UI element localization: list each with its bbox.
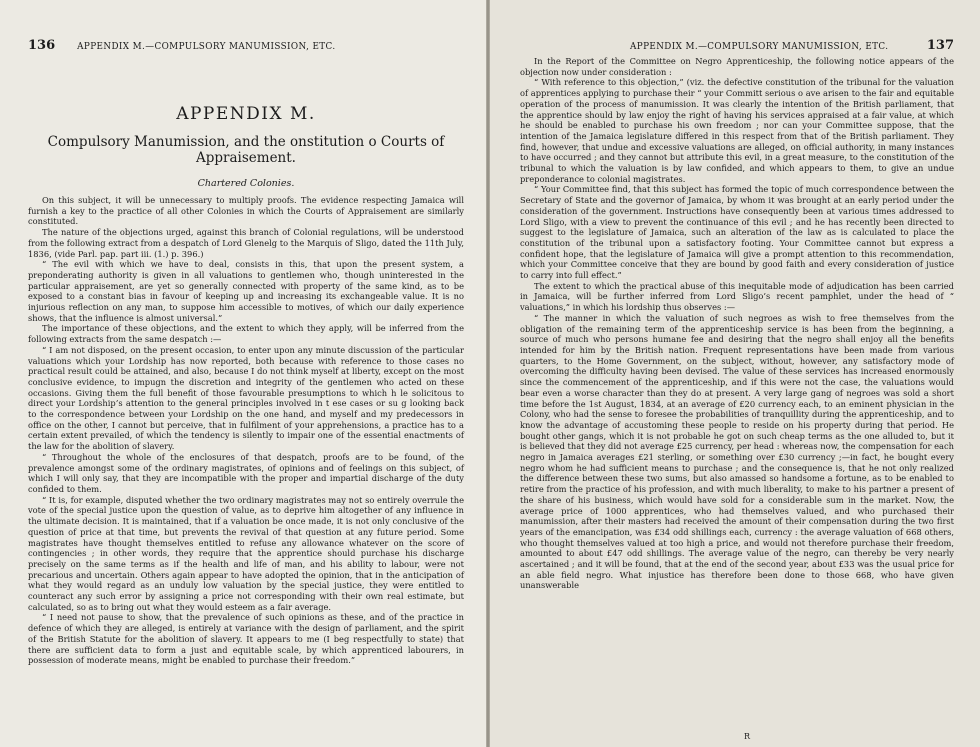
right-page-number: 137: [926, 38, 954, 53]
left-paragraph: “ The evil with which we have to deal, consists in this, that upon the present system, a preponderating authority is given in all valuations to gentlemen who, though uninterested in the particular appraisement, are yet so generally connected with property of the same kind, as to be exposed to a constant bias in favour of keeping up and increasing its exchangeable value. It is no injurious reflection on any man, to suppose him accessible to motives, of which our daily experience shows, that the influence is almost universal.”: [28, 259, 464, 323]
left-page: [0, 0, 486, 747]
right-running-title: APPENDIX M.—COMPULSORY MANUMISSION, ETC.: [630, 42, 889, 52]
right-paragraph: In the Report of the Committee on Negro Apprenticeship, the following notice appears of the objection now under consideration :: [520, 56, 954, 77]
right-page: [490, 0, 980, 747]
right-running-head: [520, 38, 954, 56]
appendix-subtitle: Compulsory Manumission, and the onstitution o Courts of Appraisement.: [47, 134, 445, 166]
appendix-heading: APPENDIX M.: [176, 104, 316, 124]
left-running-head: [28, 38, 464, 56]
right-paragraph: The extent to which the practical abuse of this inequitable mode of adjudication has been carried in Jamaica, will be further inferred from Lord Sligo’s recent pamphlet, under the head of “ valuations,” in which his lordship thus observes :—: [520, 280, 954, 313]
left-paragraph: “ I need not pause to show, that the prevalence of such opinions as these, and of the practice in defence of which they are alleged, is entirely at variance with the design of parliament, and the spirit of the British Statute for the abolition of slavery. It appears to me (I beg respectfully to state) that there are sufficient data to form a just and equitable scale, by which apprenticed labourers, in possession of moderate means, might be enabled to purchase their freedom.”: [28, 612, 464, 666]
right-paragraph: “ The manner in which the valuation of such negroes as wish to free themselves from the obligation of the remaining term of the apprenticeship service is has been from the beginning, a source of much who persons humane fee and desiring that the negro shall enjoy all the benefits intended for him by the British nation. Frequent representations have been made from various quarters, to the Home Government, on the subject, without, however, any satisfactory mode of overcoming the difficulty having been devised. The value of these services has increased enormously since the commencement of the apprenticeship, and if this were not the case, the valuations would bear even a worse character than they do at present. A very large gang of negroes was sold a short time before the 1st August, 1834, at an average of £20 currency each, to an eminent physician in the Colony, who had the sense to foresee the probabilities of tranquillity during the apprenticeship, and to know the advantage of accustoming these people to reside on his property during that period. He bought other gangs, which it is not probable he got on such cheap terms as the one alluded to, but it is believed that they did not average £25 currency, per head : whereas now, the compensation for each negro in Jamaica averages £21 sterling, or something over £30 currency ;—in fact, he bought every negro whom he had sufficient means to purchase ; and the consequence is, that he not only realized the difference between these two sums, but also amassed so handsome a fortune, as to be enabled to retire from the practice of his profession, and with much liberality, to make to his partner a present of the share of his business, which would have sold for a considerable sum in the market. Now, the average price of 1000 apprentices, who had themselves valued, and who purchased their manumission, after their masters had received the amount of their compensation during the two first years of the emancipation, was £34 odd shillings each, currency : the average valuation of 668 others, who thought themselves valued at too high a price, and would not therefore purchase their freedom, amounted to about £47 odd shillings. The average value of the negro, can thereby be very nearly ascertained ; and it will be found, that at the end of the second year, about £33 was the usual price for an able field negro. What injustice has therefore been done to those 668, who have given unanswerable: [520, 312, 954, 591]
right-paragraph: “ With reference to this objection,” (viz. the defective constitution of the tribunal for the valuation of apprentices applying to purchase their “ your Committ serious o ave arisen to the fair and equitable operation of the process of manumission. It was clearly the intention of the British parliament, that the apprentice should by law enjoy the right of having his services appraised at a fair value, at which he should be enabled to purchase his own freedom ; nor can your Committee suppose, that the intention of the Jamaica legislature differed in this respect from that of the British parliament. They find, however, that undue and excessive valuations are alleged, on official authority, in many instances to have occurred ; and they cannot but attribute this evil, in a great measure, to the constitution of the tribunal to which the valuation is by law confided, and which appears to them, to give an undue preponderance to colonial magistrates.: [520, 77, 954, 184]
left-paragraph: “ Throughout the whole of the enclosures of that despatch, proofs are to be found, of the prevalence amongst some of the ordinary magistrates, of opinions and of feelings on this subject, of which I will only say, that they are incompatible with the proper and impartial discharge of the duty confided to them.: [28, 451, 464, 494]
left-page-number: 136: [28, 38, 56, 53]
left-running-title: APPENDIX M.—COMPULSORY MANUMISSION, ETC.: [77, 42, 336, 52]
left-paragraph: “ It is, for example, disputed whether the two ordinary magistrates may not so entirely overrule the vote of the special justice upon the question of value, as to deprive him altogether of any influence in the ultimate decision. It is maintained, that if a valuation be once made, it is not only conclusive of the question of price at that time, but prevents the revival of that question at any future period. Some magistrates have thought themselves entitled to refuse any allowance whatever on the score of contingencies ; in other words, they require that the apprentice should purchase his discharge precisely on the same terms as if the health and life of man, and his ability to labour, were not precarious and uncertain. Others again appear to have adopted the opinion, that in the anticipation of what they would regard as an unduly low valuation by the special justice, they were entitled to counteract any such error by assigning a price not corresponding with their own real estimate, but calculated, so as to bring out what they would esteem as a fair average.: [28, 494, 464, 612]
left-paragraph: “ I am not disposed, on the present occasion, to enter upon any minute discussion of the particular valuations which your Lordship has now reported, both because with reference to those cases no practical result could be attained, and also, because I do not think myself at liberty, except on the most conclusive evidence, to impugn the discretion and integrity of the gentlemen who acted on these occasions. Giving them the full benefit of those favourable presumptions to which h le solicitous to direct your Lordship’s attention to the general principles involved in t ese cases or su g looking back to the correspondence between your Lordship on the one hand, and myself and my predecessors in office on the other, I cannot but perceive, that in fulfilment of your apprehensions, a practice has to a certain extent prevailed, of which the tendency is silently to impair one of the essential enactments of the law for the abolition of slavery.: [28, 344, 464, 452]
section-heading: Chartered Colonies.: [197, 178, 295, 189]
left-paragraph: The nature of the objections urged, against this branch of Colonial regulations, will be understood from the following extract from a despatch of Lord Glenelg to the Marquis of Sligo, dated the 11th July, 1836, (vide Parl. pap. part iii. (1.) p. 396.): [28, 227, 464, 259]
right-paragraph: “ Your Committee find, that this subject has formed the topic of much correspondence between the Secretary of State and the governor of Jamaica, by whom it was brought at an early period under the consideration of the government. Instructions have consequently been at various times addressed to Lord Sligo, with a view to prevent the continuance of this evil ; and he has recently been directed to suggest to the legislature of Jamaica, such an alteration of the law as is calculated to place the constitution of the tribunal upon a satisfactory footing. Your Committee cannot but express a confident hope, that the legislature of Jamaica will give a prompt attention to this recommendation, which your Committee conceive that they are bound by good faith and every consideration of justice to carry into full effect.”: [520, 184, 954, 281]
left-paragraph: On this subject, it will be unnecessary to multiply proofs. The evidence respecting Jamaica will furnish a key to the practice of all other Colonies in which the Courts of Appraisement are similarly constituted.: [28, 195, 464, 227]
left-paragraph: The importance of these objections, and the extent to which they apply, will be inferred from the following extracts from the same despatch :—: [28, 323, 464, 345]
signature-mark: R: [743, 732, 750, 741]
